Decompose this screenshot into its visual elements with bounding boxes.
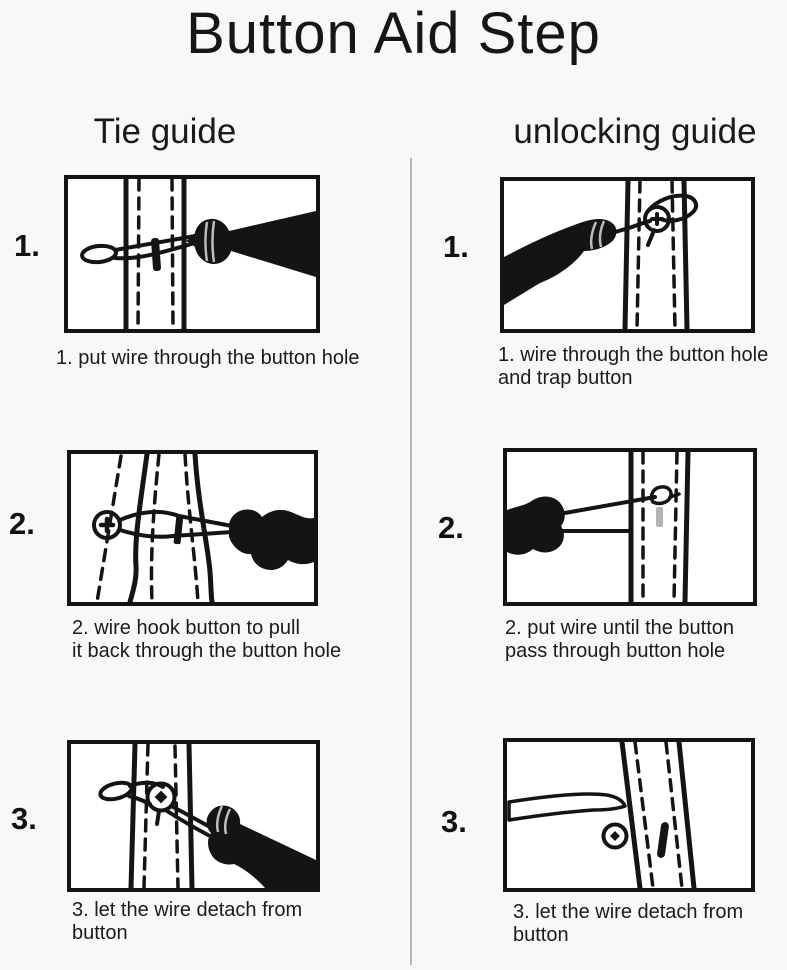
tool-handle-icon	[229, 509, 314, 570]
fabric-placket	[622, 742, 694, 888]
unlock-step-3-number: 3.	[441, 804, 467, 839]
tie-guide-header: Tie guide	[93, 112, 237, 151]
tie-step-3-drawing	[71, 744, 316, 888]
caption-line: 3. let the wire detach from	[72, 899, 303, 921]
unlock-step-1-illustration	[500, 177, 755, 333]
buttonhole-slot-icon	[657, 822, 670, 859]
caption-line: 1. wire through the button hole	[498, 344, 769, 366]
unlocking-guide-header: unlocking guide	[513, 112, 757, 151]
tie-step-1-number: 1.	[14, 228, 40, 263]
tie-step-1-drawing	[68, 179, 316, 329]
tool-handle-icon	[504, 219, 616, 305]
page-title: Button Aid Step	[186, 1, 601, 66]
wire-tool-icon	[509, 794, 625, 820]
unlock-step-1-caption	[498, 344, 768, 390]
unlock-step-3-illustration	[503, 738, 755, 892]
caption-line: and trap button	[498, 367, 633, 389]
unlock-step-2-drawing	[507, 452, 753, 602]
wire-icon	[559, 497, 655, 531]
column-divider	[410, 158, 412, 965]
caption-line: 2. wire hook button to pull	[72, 617, 300, 639]
unlock-step-3-caption	[513, 901, 743, 947]
tool-handle-icon	[186, 211, 316, 277]
caption-line: it back through the button hole	[72, 640, 342, 662]
caption-line: button	[513, 924, 569, 946]
unlock-step-2-illustration	[503, 448, 757, 606]
tie-step-3-caption	[72, 899, 302, 945]
button-icon	[604, 825, 627, 848]
tie-step-1-illustration	[64, 175, 320, 333]
unlock-step-1-drawing	[504, 181, 751, 329]
tie-step-2-caption	[72, 617, 341, 663]
tie-step-2-number: 2.	[9, 506, 35, 541]
caption-line: 1. put wire through the button hole	[56, 347, 360, 369]
caption-line: button	[72, 922, 128, 944]
caption-line: pass through button hole	[505, 640, 726, 662]
tie-step-2-illustration	[67, 450, 318, 606]
fabric-placket	[97, 454, 212, 602]
caption-line: 3. let the wire detach from	[513, 901, 744, 923]
unlock-step-1-number: 1.	[443, 229, 469, 264]
fabric-placket	[131, 744, 192, 888]
tool-handle-icon	[207, 805, 316, 888]
tie-step-3-illustration	[67, 740, 320, 892]
tie-step-3-number: 3.	[11, 801, 37, 836]
caption-line: 2. put wire until the button	[505, 617, 735, 639]
unlock-step-3-drawing	[507, 742, 751, 888]
tool-handle-icon	[507, 497, 565, 555]
unlock-step-2-number: 2.	[438, 510, 464, 545]
buttonhole-edge	[173, 515, 183, 545]
tie-step-1-caption	[56, 347, 360, 370]
tie-step-2-drawing	[71, 454, 314, 602]
unlock-step-2-caption	[505, 617, 734, 663]
